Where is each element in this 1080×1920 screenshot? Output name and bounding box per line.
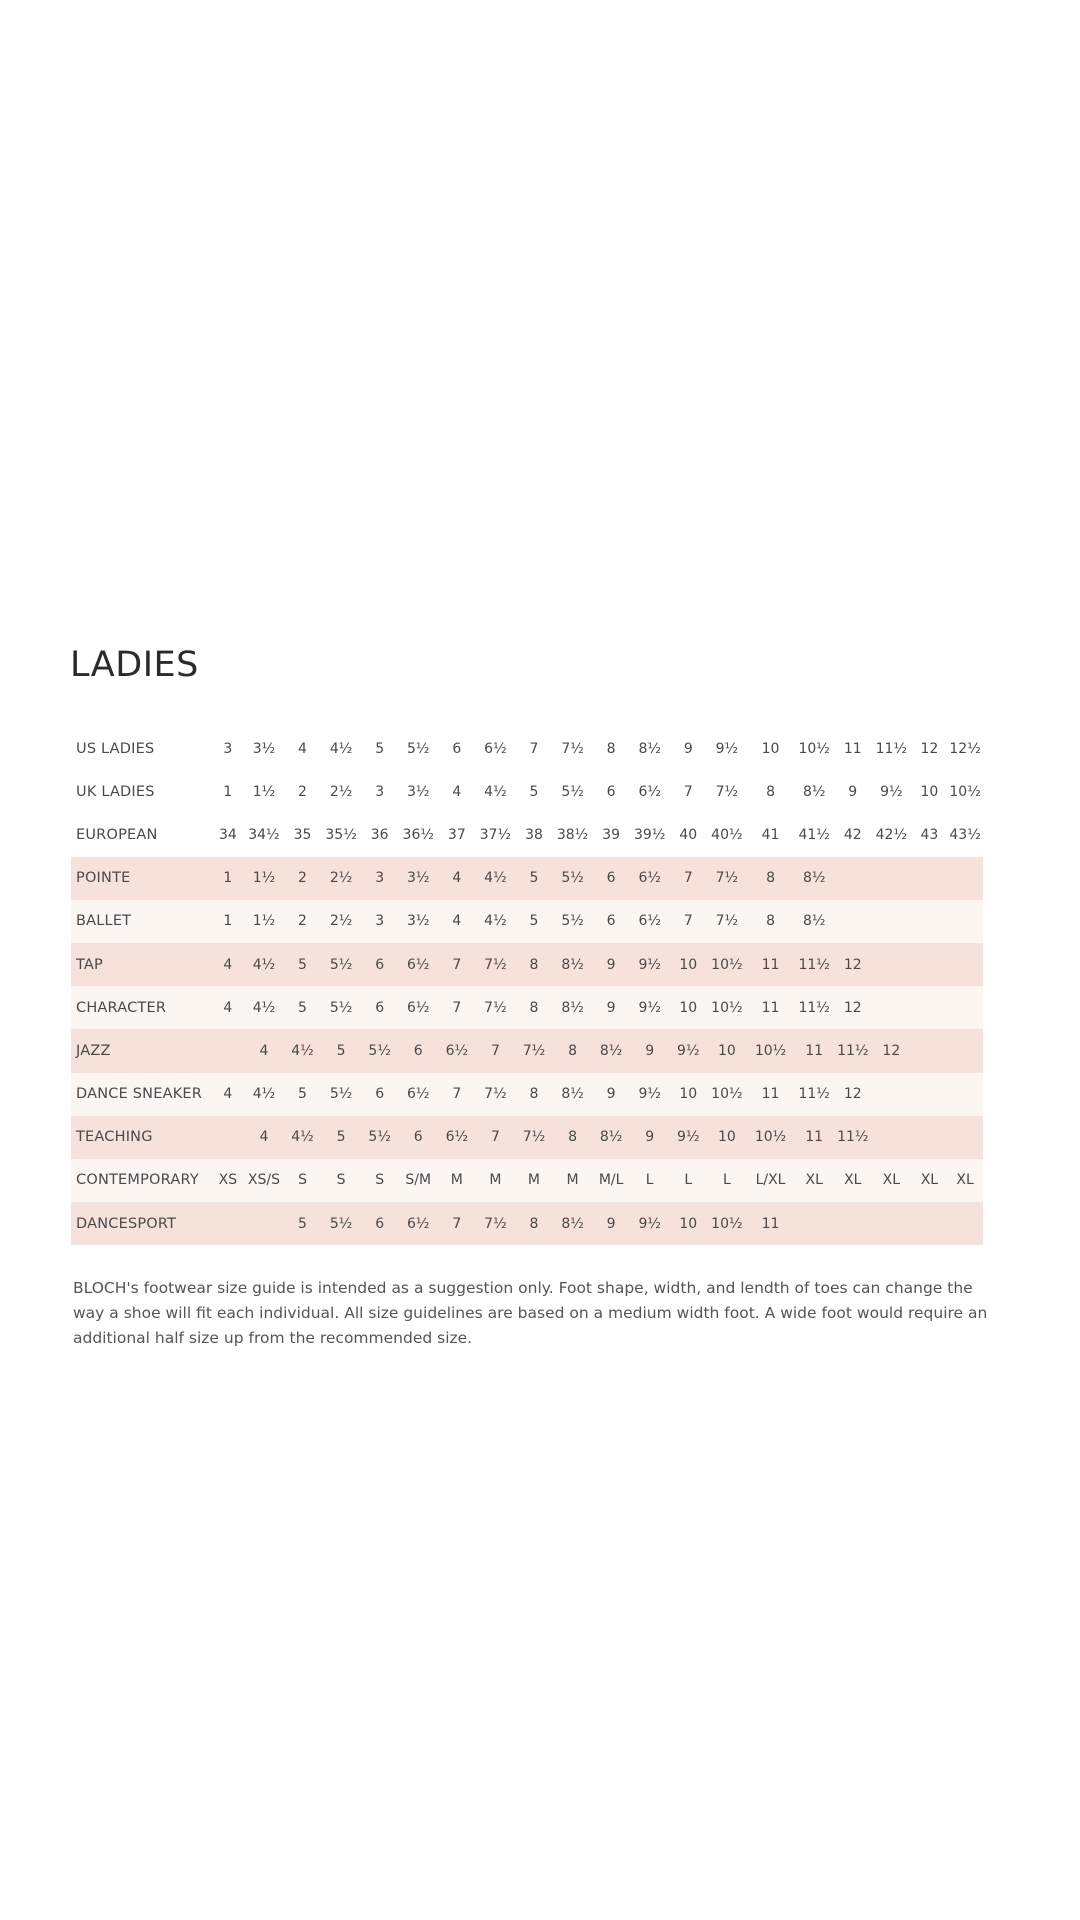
size-cell: 8½ — [593, 1116, 630, 1159]
size-cell: 7 — [670, 900, 707, 943]
size-cell: 4½ — [329, 740, 353, 757]
size-cell: 3½ — [398, 857, 439, 900]
size-cell: 41½ — [798, 826, 830, 843]
size-cell: 6 — [593, 857, 630, 900]
row-label: POINTE — [71, 857, 212, 900]
size-cell: 4 — [244, 1029, 285, 1072]
size-cell — [947, 1073, 983, 1116]
size-cell: 35 — [293, 826, 312, 843]
size-cell: 12 — [920, 740, 939, 757]
size-cell: 12 — [834, 1073, 871, 1116]
size-cell: 38 — [525, 826, 543, 843]
size-cell — [212, 1202, 243, 1245]
size-cell: 5½ — [552, 857, 593, 900]
size-cell: 9½ — [629, 1073, 670, 1116]
size-cell: 8½ — [638, 740, 661, 757]
size-cell: 42½ — [875, 826, 908, 843]
size-cell: 6 — [361, 986, 398, 1029]
size-guide-disclaimer: BLOCH's footwear size guide is intended as a suggestion only. Foot shape, width, and lendth of toes can change the way a shoe will fit each individual. All size guidelines are based on a medium width foot. A wide foot would require an additional half size up from the recommended size. — [73, 1279, 988, 1347]
size-cell: XL — [947, 1159, 983, 1202]
size-cell: 2½ — [321, 857, 362, 900]
size-cell — [834, 857, 871, 900]
size-cell: 5½ — [552, 900, 593, 943]
size-cell: 11½ — [834, 1116, 871, 1159]
row-label: DANCE SNEAKER — [71, 1073, 212, 1116]
size-cell: 7 — [475, 1029, 516, 1072]
size-cell: 40½ — [711, 826, 743, 843]
size-cell: 10 — [670, 943, 707, 986]
size-cell: 5 — [284, 943, 321, 986]
size-cell: 9 — [593, 986, 630, 1029]
size-cell: 7½ — [561, 740, 584, 757]
row-label: DANCESPORT — [71, 1202, 212, 1245]
size-cell: 3 — [375, 783, 385, 800]
size-cell: S — [284, 1159, 321, 1202]
size-cell: 8 — [766, 783, 775, 800]
size-cell — [912, 1073, 948, 1116]
size-cell: 7½ — [707, 900, 748, 943]
size-cell: 7½ — [516, 1029, 553, 1072]
row-label: UK LADIES — [76, 783, 155, 800]
size-cell: 6½ — [629, 900, 670, 943]
size-cell — [871, 900, 912, 943]
size-cell: 11 — [794, 1029, 835, 1072]
size-cell: 10½ — [747, 1116, 794, 1159]
size-cell: 6½ — [398, 1202, 439, 1245]
size-cell: 7 — [683, 783, 693, 800]
size-cell: 1 — [212, 857, 243, 900]
size-cell: 1 — [212, 900, 243, 943]
size-cell — [912, 986, 948, 1029]
size-row-dance-sneaker — [71, 1073, 983, 1116]
size-cell: 8½ — [552, 1202, 593, 1245]
size-cell: 11½ — [834, 1029, 871, 1072]
size-cell: 5 — [284, 986, 321, 1029]
size-cell: 5½ — [321, 1202, 362, 1245]
size-cell: 10 — [761, 740, 780, 757]
size-cell: 3½ — [398, 900, 439, 943]
row-label: US LADIES — [76, 740, 155, 757]
size-cell: L/XL — [747, 1159, 794, 1202]
size-cell: 6 — [361, 1073, 398, 1116]
size-cell: 4 — [212, 943, 243, 986]
size-cell: 5½ — [321, 943, 362, 986]
size-cell: M — [516, 1159, 553, 1202]
size-cell: 2 — [298, 783, 307, 800]
size-cell: 4½ — [475, 857, 516, 900]
size-cell: 11 — [843, 740, 862, 757]
row-label: TEACHING — [71, 1116, 212, 1159]
size-cell: 7 — [439, 1202, 476, 1245]
size-cell — [212, 1029, 243, 1072]
size-cell: 12 — [871, 1029, 912, 1072]
size-cell: 9 — [593, 1073, 630, 1116]
size-cell: 10 — [670, 1202, 707, 1245]
size-cell: 1½ — [244, 857, 285, 900]
size-cell: 11½ — [794, 943, 835, 986]
size-cell: 8 — [516, 1073, 553, 1116]
size-cell: 11 — [794, 1116, 835, 1159]
size-cell: 6½ — [439, 1029, 476, 1072]
size-cell: XL — [834, 1159, 871, 1202]
size-cell: 11 — [747, 1073, 794, 1116]
size-chart-body — [71, 727, 983, 1245]
size-cell — [947, 900, 983, 943]
size-cell: 2½ — [321, 900, 362, 943]
size-cell — [834, 900, 871, 943]
size-cell: 10½ — [707, 986, 748, 1029]
size-cell: 8 — [552, 1116, 593, 1159]
size-cell: 4½ — [284, 1029, 321, 1072]
size-cell: XL — [912, 1159, 948, 1202]
size-cell: 4 — [298, 740, 307, 757]
size-cell — [834, 1202, 871, 1245]
size-cell: 3 — [361, 857, 398, 900]
size-cell: 4½ — [244, 986, 285, 1029]
size-cell: 9½ — [670, 1116, 707, 1159]
size-cell — [947, 986, 983, 1029]
size-cell: L — [629, 1159, 670, 1202]
size-cell: 9 — [593, 1202, 630, 1245]
size-cell: 43½ — [949, 826, 981, 843]
size-row-us-ladies — [71, 727, 983, 770]
size-cell: 2 — [284, 857, 321, 900]
size-cell: XS — [212, 1159, 243, 1202]
size-cell — [212, 1116, 243, 1159]
size-cell: 4½ — [484, 783, 507, 800]
size-cell: 10 — [670, 1073, 707, 1116]
size-cell — [871, 1116, 912, 1159]
size-cell: 7½ — [516, 1116, 553, 1159]
size-cell — [871, 857, 912, 900]
size-cell: 37½ — [479, 826, 512, 843]
size-cell: 4 — [244, 1116, 285, 1159]
size-cell: 9½ — [629, 943, 670, 986]
row-label: CONTEMPORARY — [71, 1159, 212, 1202]
size-cell: 6½ — [484, 740, 507, 757]
size-cell: 34½ — [248, 826, 280, 843]
size-cell: 5 — [375, 740, 385, 757]
size-cell: 10½ — [707, 1202, 748, 1245]
size-cell — [871, 943, 912, 986]
size-cell: 5 — [529, 783, 539, 800]
size-cell: 11½ — [794, 986, 835, 1029]
size-cell — [794, 1202, 835, 1245]
size-cell: 12½ — [949, 740, 981, 757]
size-row-uk-ladies — [71, 770, 983, 813]
size-cell: 11½ — [875, 740, 908, 757]
size-cell: 4 — [439, 857, 476, 900]
size-cell: 7½ — [475, 1202, 516, 1245]
size-cell: 10 — [707, 1116, 748, 1159]
size-cell: 3 — [361, 900, 398, 943]
size-cell: 3 — [223, 740, 233, 757]
size-cell — [947, 1202, 983, 1245]
size-cell: 9½ — [629, 1202, 670, 1245]
size-cell: 4½ — [244, 1073, 285, 1116]
size-cell: 7 — [439, 943, 476, 986]
size-cell: 6 — [606, 783, 616, 800]
size-cell: M — [439, 1159, 476, 1202]
size-row-european — [71, 813, 983, 856]
size-cell: 7½ — [475, 943, 516, 986]
size-cell: 6 — [398, 1029, 439, 1072]
size-cell: 8 — [516, 943, 553, 986]
size-cell: 7 — [475, 1116, 516, 1159]
size-cell — [912, 943, 948, 986]
size-cell: 8½ — [794, 900, 835, 943]
size-cell: 4½ — [475, 900, 516, 943]
size-cell: 5 — [321, 1116, 362, 1159]
size-cell: 10 — [920, 783, 939, 800]
size-cell: 36½ — [402, 826, 434, 843]
size-row-jazz — [71, 1029, 983, 1072]
row-label: JAZZ — [71, 1029, 212, 1072]
size-cell: 10½ — [949, 783, 981, 800]
size-cell: 8 — [516, 986, 553, 1029]
size-cell: 5 — [516, 900, 553, 943]
size-cell: 10½ — [747, 1029, 794, 1072]
size-cell: 8 — [747, 857, 794, 900]
size-cell: 7½ — [715, 783, 739, 800]
size-cell: 8 — [516, 1202, 553, 1245]
size-cell — [912, 1029, 948, 1072]
size-cell: 9 — [629, 1116, 670, 1159]
size-cell: 8 — [747, 900, 794, 943]
size-cell: 39½ — [634, 826, 666, 843]
size-cell: 6½ — [638, 783, 661, 800]
size-cell: 1½ — [252, 783, 276, 800]
row-label: BALLET — [71, 900, 212, 943]
size-cell: 10½ — [707, 943, 748, 986]
size-cell: M — [475, 1159, 516, 1202]
size-cell — [871, 1202, 912, 1245]
size-cell: 9½ — [880, 783, 903, 800]
size-cell: 3½ — [252, 740, 276, 757]
size-cell: 12 — [834, 986, 871, 1029]
size-cell: 4 — [212, 986, 243, 1029]
size-cell: 7½ — [475, 1073, 516, 1116]
size-cell: 5 — [284, 1202, 321, 1245]
size-cell — [871, 986, 912, 1029]
size-cell: 6 — [361, 943, 398, 986]
size-cell: 35½ — [325, 826, 357, 843]
size-cell: 5 — [284, 1073, 321, 1116]
size-row-ballet — [71, 900, 983, 943]
size-cell: 42 — [843, 826, 862, 843]
size-row-contemporary — [71, 1159, 983, 1202]
size-row-pointe — [71, 857, 983, 900]
size-cell: 8 — [552, 1029, 593, 1072]
size-cell: XL — [794, 1159, 835, 1202]
size-cell: 6 — [398, 1116, 439, 1159]
size-cell — [912, 857, 948, 900]
size-row-teaching — [71, 1116, 983, 1159]
row-label: CHARACTER — [71, 986, 212, 1029]
size-cell: 12 — [834, 943, 871, 986]
size-cell: 6½ — [398, 1073, 439, 1116]
size-cell: 5½ — [561, 783, 584, 800]
size-cell: 8½ — [593, 1029, 630, 1072]
size-cell — [947, 1116, 983, 1159]
size-cell: S — [361, 1159, 398, 1202]
size-row-tap — [71, 943, 983, 986]
size-cell: 10½ — [798, 740, 830, 757]
size-cell: 11 — [747, 943, 794, 986]
size-cell: 6½ — [398, 986, 439, 1029]
size-cell: 43 — [920, 826, 939, 843]
size-cell: 8½ — [794, 857, 835, 900]
size-cell: 8½ — [552, 1073, 593, 1116]
row-label: EUROPEAN — [76, 826, 158, 843]
size-cell: 7 — [439, 986, 476, 1029]
size-cell: 10½ — [707, 1073, 748, 1116]
size-cell: 3½ — [407, 783, 430, 800]
size-cell: 2½ — [329, 783, 353, 800]
size-cell: 4 — [439, 900, 476, 943]
size-cell: 6½ — [398, 943, 439, 986]
size-cell — [912, 1202, 948, 1245]
size-cell: XS/S — [244, 1159, 285, 1202]
size-cell: 11½ — [794, 1073, 835, 1116]
size-cell — [947, 943, 983, 986]
size-row-dancesport — [71, 1202, 983, 1245]
size-cell: 7½ — [707, 857, 748, 900]
size-cell — [947, 1029, 983, 1072]
row-label: TAP — [71, 943, 212, 986]
size-cell: 9½ — [715, 740, 739, 757]
size-cell: 6 — [452, 740, 462, 757]
size-cell: 6 — [593, 900, 630, 943]
size-cell: XL — [871, 1159, 912, 1202]
size-cell: 8½ — [552, 986, 593, 1029]
size-row-character — [71, 986, 983, 1029]
size-cell: 9 — [593, 943, 630, 986]
size-cell — [912, 900, 948, 943]
size-cell: 37 — [447, 826, 466, 843]
size-cell: 5 — [516, 857, 553, 900]
size-cell: 9 — [683, 740, 693, 757]
size-cell: L — [670, 1159, 707, 1202]
size-cell: S/M — [398, 1159, 439, 1202]
size-cell: 8½ — [802, 783, 826, 800]
size-cell — [947, 857, 983, 900]
size-cell: 5½ — [321, 1073, 362, 1116]
size-cell: 41 — [761, 826, 780, 843]
size-cell: 34 — [218, 826, 237, 843]
size-cell — [244, 1202, 285, 1245]
size-cell: 2 — [284, 900, 321, 943]
size-cell: 11 — [747, 986, 794, 1029]
size-cell: 36 — [370, 826, 389, 843]
size-cell: 9½ — [670, 1029, 707, 1072]
size-cell: L — [707, 1159, 748, 1202]
size-cell: 4 — [212, 1073, 243, 1116]
size-cell: 7 — [670, 857, 707, 900]
size-cell: 1½ — [244, 900, 285, 943]
size-cell: 10 — [670, 986, 707, 1029]
size-cell: 7½ — [475, 986, 516, 1029]
size-cell: 5½ — [361, 1029, 398, 1072]
size-cell: 40 — [679, 826, 698, 843]
size-cell: 7 — [529, 740, 539, 757]
size-cell: 4½ — [284, 1116, 321, 1159]
size-cell: 8½ — [552, 943, 593, 986]
size-cell: 9 — [848, 783, 858, 800]
size-cell: 7 — [439, 1073, 476, 1116]
size-cell: M — [552, 1159, 593, 1202]
size-cell — [871, 1073, 912, 1116]
size-cell: 9 — [629, 1029, 670, 1072]
size-cell: 5½ — [321, 986, 362, 1029]
size-cell: 8 — [606, 740, 616, 757]
size-cell: 39 — [602, 826, 621, 843]
size-cell: M/L — [593, 1159, 630, 1202]
size-cell: 4½ — [244, 943, 285, 986]
size-cell: S — [321, 1159, 362, 1202]
size-cell: 38½ — [556, 826, 589, 843]
size-chart-table — [71, 727, 983, 1245]
size-cell: 6½ — [629, 857, 670, 900]
size-cell — [912, 1116, 948, 1159]
page-title: LADIES — [70, 645, 199, 685]
size-cell: 9½ — [629, 986, 670, 1029]
size-cell: 4 — [452, 783, 462, 800]
size-cell: 5 — [321, 1029, 362, 1072]
size-cell: 5½ — [361, 1116, 398, 1159]
size-cell: 6 — [361, 1202, 398, 1245]
size-cell: 6½ — [439, 1116, 476, 1159]
size-cell: 1 — [223, 783, 233, 800]
size-cell: 10 — [707, 1029, 748, 1072]
size-cell: 5½ — [407, 740, 430, 757]
size-cell: 11 — [747, 1202, 794, 1245]
